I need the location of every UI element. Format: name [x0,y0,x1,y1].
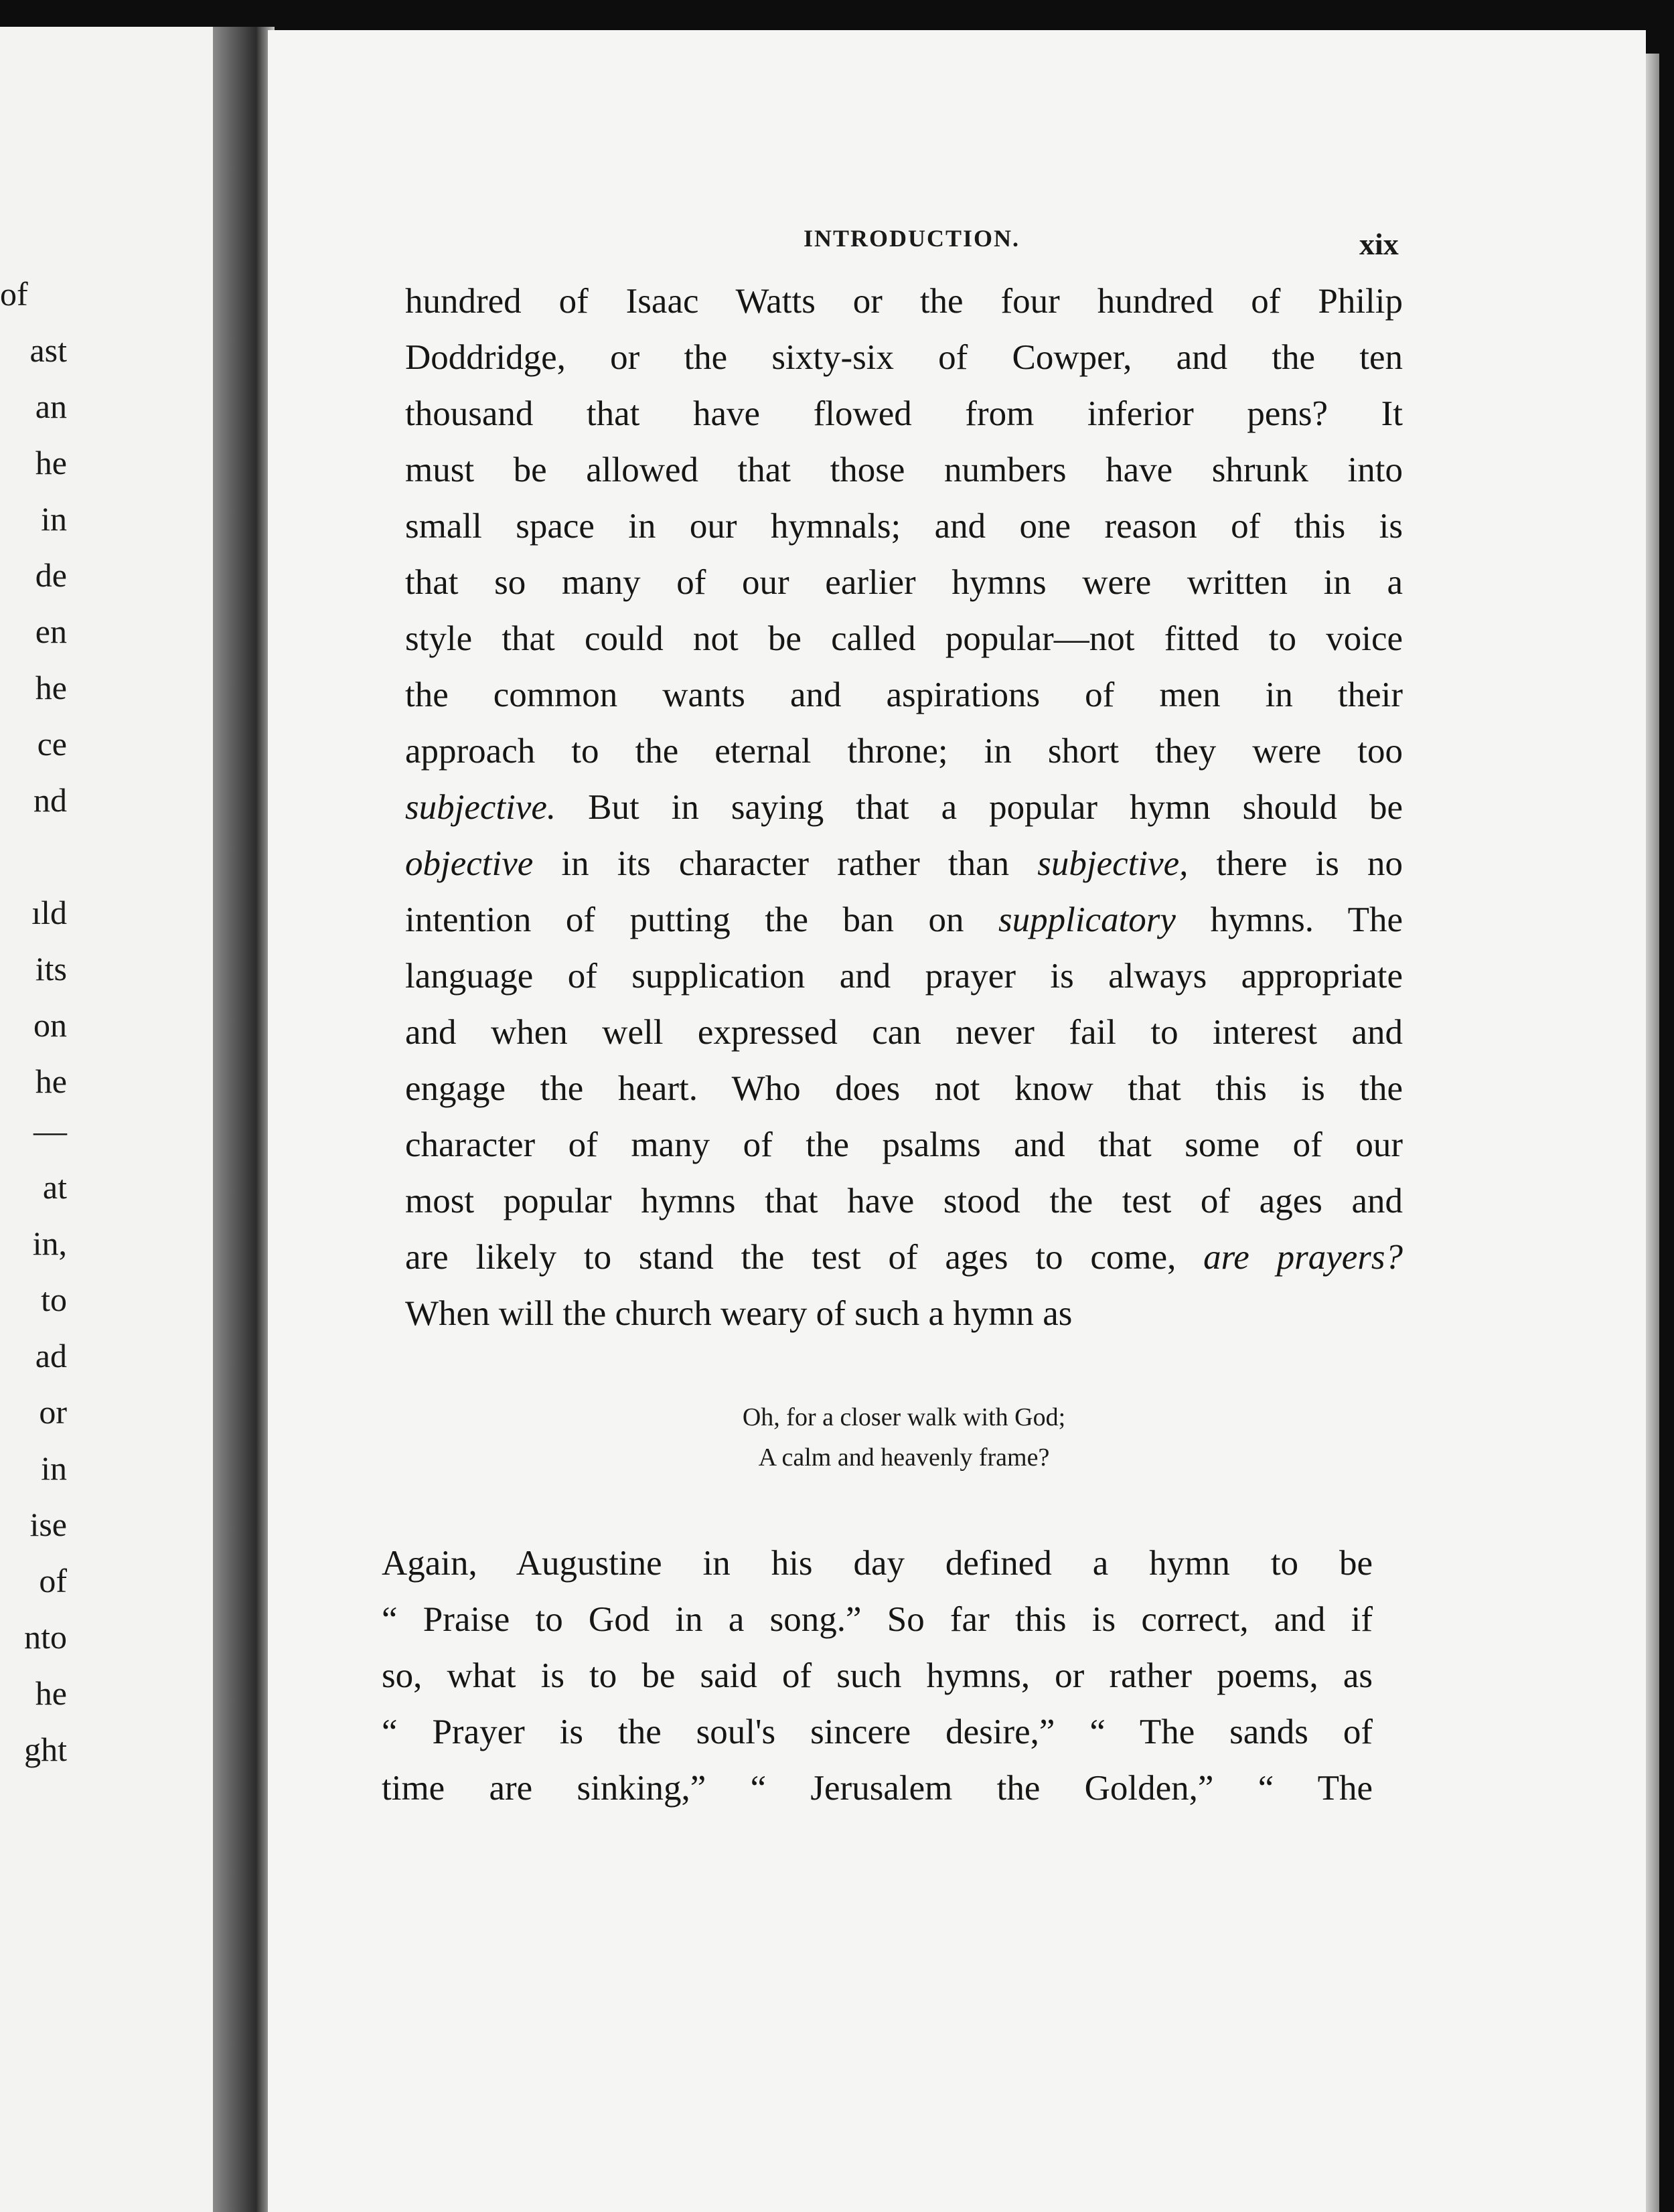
fragment: in [41,500,67,538]
text-line: time are sinking,” “ Jerusalem the Golden,” “ The [382,1769,1373,1808]
italic-term: are prayers? [1203,1238,1403,1277]
text-line: so, what is to be said of such hymns, or rather poems, as [382,1656,1373,1695]
running-head: INTRODUCTION. [804,225,1020,252]
text-run: are likely to stand the test of ages to come, [405,1238,1204,1277]
italic-term: subjective. [405,788,556,827]
fragment: of [0,275,28,313]
fragment: nto [24,1618,67,1656]
text-line: language of supplication and prayer is always appropriate [405,957,1403,996]
text-run: in its character rather than [533,844,1038,883]
fragment: to [41,1281,67,1318]
text-line: small space in our hymnals; and one reason of this is [405,507,1403,546]
quotation-line: Oh, for a closer walk with God; [742,1403,1066,1431]
fragment: en [35,613,67,650]
fragment: he [35,444,67,481]
fragment: ıld [31,894,67,931]
text-line: hundred of Isaac Watts or the four hundred of Philip [405,282,1403,321]
text-line: “ Praise to God in a song.” So far this is correct, and if [382,1600,1373,1639]
text-line: approach to the eternal throne; in short they were too [405,732,1403,771]
text-line: Again, Augustine in his day defined a hymn to be [382,1544,1373,1583]
text-line [405,787,1403,827]
fragment: de [35,556,67,594]
text-line [405,1237,1403,1277]
text-run: But in saying that a popular hymn should be [556,788,1403,827]
fragment: on [33,1006,67,1044]
fragment: or [39,1393,67,1431]
text-line [405,900,1403,940]
fragment: nd [33,781,67,819]
text-line: that so many of our earlier hymns were written in a [405,563,1403,602]
page-edge-shadow [1646,54,1659,2212]
text-line: thousand that have flowed from inferior pens? It [405,394,1403,433]
text-run: intention of putting the ban on [405,900,998,939]
fragment: its [35,950,67,988]
italic-term: subjective, [1037,844,1189,883]
fragment: — [33,1112,67,1150]
text-line: engage the heart. Who does not know that this is the [405,1069,1403,1108]
text-line: Doddridge, or the sixty-six of Cowper, and the ten [405,338,1403,377]
text-line: style that could not be called popular—not fitted to voice [405,619,1403,658]
fragment: he [35,1062,67,1100]
text-run: hymns. The [1175,900,1403,939]
text-line: the common wants and aspirations of men in their [405,676,1403,714]
text-line: When will the church weary of such a hymn as [405,1294,1073,1333]
italic-term: supplicatory [998,900,1176,939]
fragment: ast [29,331,67,369]
page-number: xix [1359,227,1399,261]
fragment: an [35,388,67,425]
text-line: and when well expressed can never fail to interest and [405,1013,1403,1052]
quotation-line: A calm and heavenly frame? [758,1443,1050,1472]
fragment: ise [29,1506,67,1543]
fragment: he [35,1674,67,1712]
book-gutter-shadow [213,27,275,2212]
text-line: most popular hymns that have stood the test of ages and [405,1182,1403,1220]
fragment: he [35,669,67,706]
text-line: must be allowed that those numbers have shrunk into [405,451,1403,489]
text-line: character of many of the psalms and that some of our [405,1125,1403,1164]
text-run: there is no [1188,844,1403,883]
fragment: ght [24,1731,67,1768]
fragment: in, [32,1224,67,1262]
text-line [405,844,1403,884]
fragment: of [39,1562,67,1599]
fragment: ce [37,725,67,763]
fragment: at [42,1168,67,1206]
fragment: in [41,1449,67,1487]
fragment: ad [35,1337,67,1374]
italic-term: objective [405,844,534,883]
text-line: “ Prayer is the soul's sincere desire,” “ The sands of [382,1713,1373,1751]
